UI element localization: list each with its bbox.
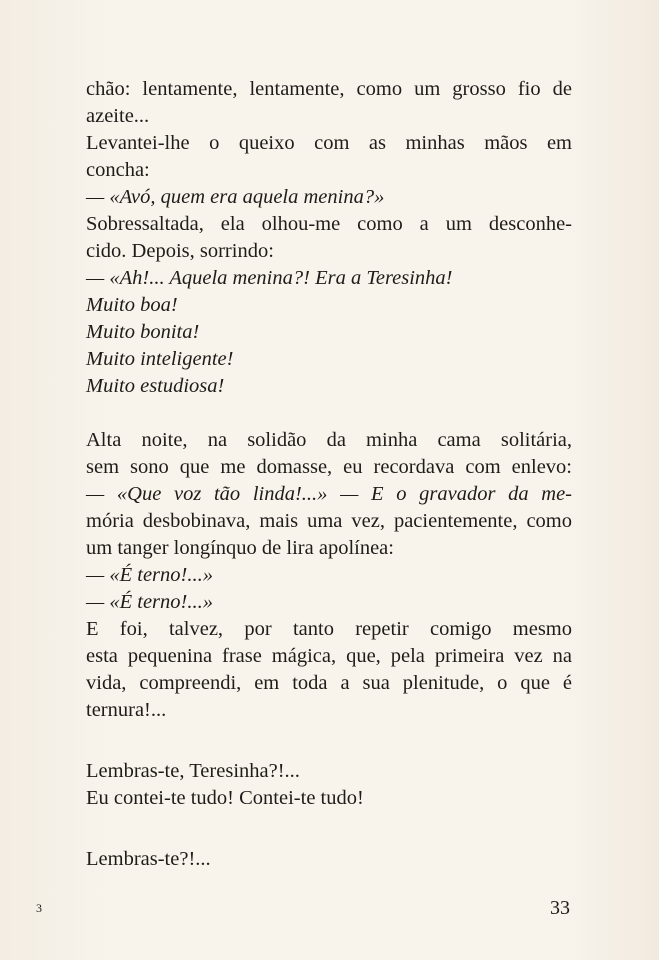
paragraph-gap	[86, 812, 572, 846]
text-line: Lembras-te?!...	[86, 848, 211, 870]
text-line: mória desbobinava, mais uma vez, pacientemente, como	[86, 510, 572, 532]
dialogue-line: Muito inteligente!	[86, 348, 234, 370]
text-line: Alta noite, na solidão da minha cama solitária,	[86, 429, 572, 451]
dialogue-line: — «É terno!...»	[86, 564, 213, 586]
dialogue-line: Muito bonita!	[86, 321, 200, 343]
text-line: Lembras-te, Teresinha?!...	[86, 760, 300, 782]
text-line: E foi, talvez, por tanto repetir comigo mesmo	[86, 618, 572, 640]
text-line: cido. Depois, sorrindo:	[86, 240, 274, 262]
paragraph-gap	[86, 724, 572, 758]
text-line: sem sono que me domasse, eu recordava com enlevo:	[86, 456, 572, 478]
dialogue-line: Muito boa!	[86, 294, 178, 316]
printer-signature-mark: 3	[36, 901, 42, 915]
text-line: chão: lentamente, lentamente, como um grosso fio de	[86, 78, 572, 100]
dialogue-line: — «Avó, quem era aquela menina?»	[86, 186, 385, 208]
paragraph-gap	[86, 400, 572, 427]
text-line: vida, compreendi, em toda a sua plenitude, o que é	[86, 672, 572, 694]
page-text	[86, 76, 572, 873]
text-line: um tanger longínquo de lira apolínea:	[86, 537, 394, 559]
dialogue-line: — «É terno!...»	[86, 591, 213, 613]
page-number: 33	[550, 897, 570, 919]
dialogue-line: Muito estudiosa!	[86, 375, 225, 397]
text-line: esta pequenina frase mágica, que, pela primeira vez na	[86, 645, 572, 667]
dialogue-line: — «Que voz tão linda!...» — E o gravador da me-	[86, 483, 572, 505]
text-line: Sobressaltada, ela olhou-me como a um desconhe-	[86, 213, 572, 235]
text-line: azeite...	[86, 105, 150, 127]
text-line: concha:	[86, 159, 150, 181]
text-line: Levantei-lhe o queixo com as minhas mãos em	[86, 132, 572, 154]
dialogue-line: — «Ah!... Aquela menina?! Era a Teresinha!	[86, 267, 453, 289]
text-line: ternura!...	[86, 699, 167, 721]
text-line: Eu contei-te tudo! Contei-te tudo!	[86, 787, 364, 809]
